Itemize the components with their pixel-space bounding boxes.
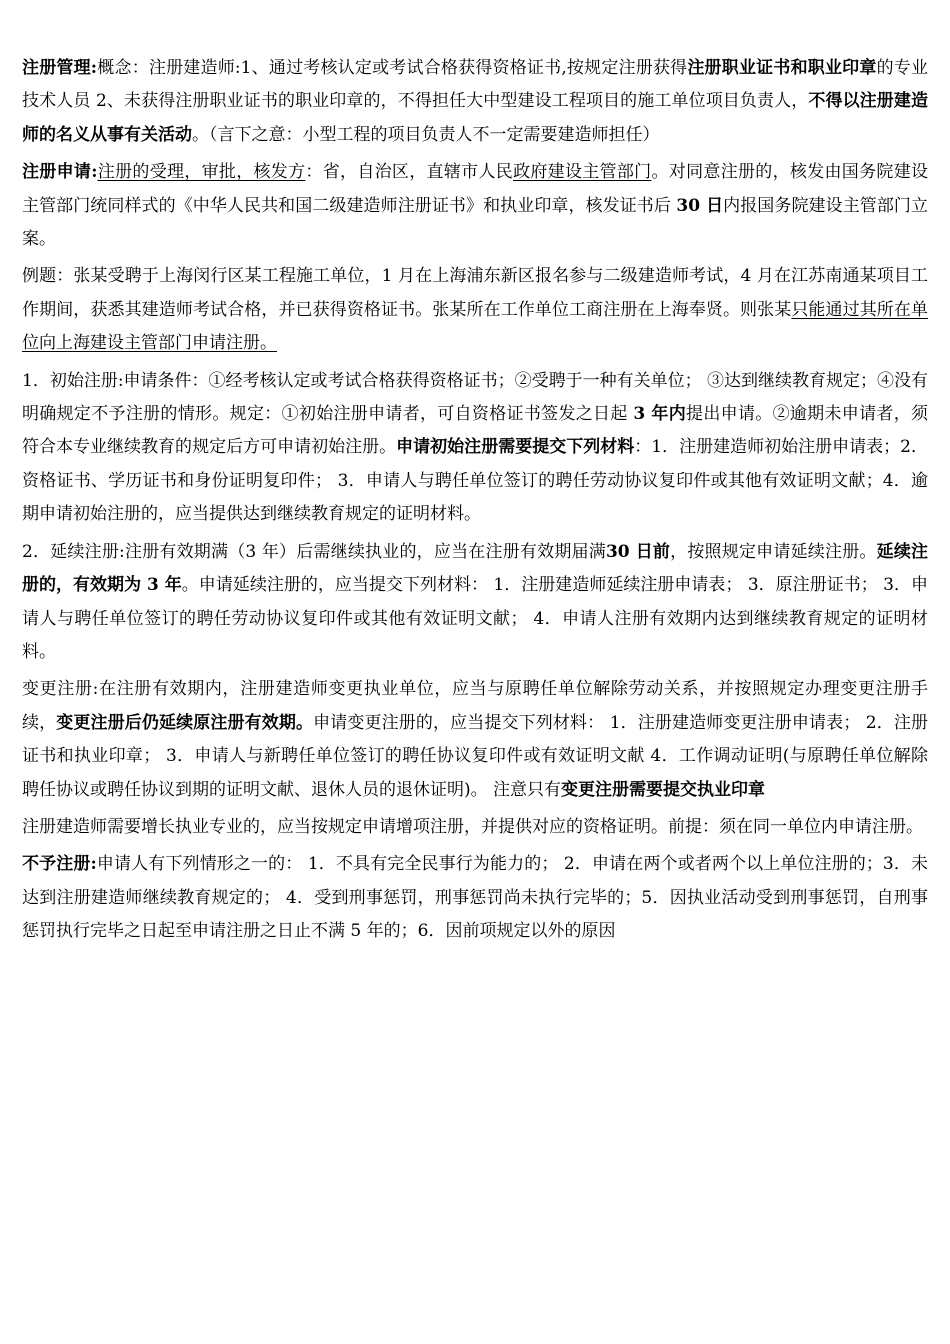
document-page [22, 52, 928, 953]
emphasis-run: 延续注册的，有效期为 3 年 [22, 541, 929, 596]
text-run: 概念：注册建造师:1、通过考核认定或考试合格获得资格证书,按规定注册获得 [97, 58, 688, 78]
text-run: ：省，自治区，直辖市人民 [305, 162, 514, 183]
emphasis-run: 30 日前 [605, 541, 671, 562]
text-run: ，按照规定申请延续注册。 [670, 541, 877, 562]
paragraph-registration-refusal [22, 848, 928, 948]
text-run: 提出申请。②逾期未申请者，须符合本专业继续教育的规定后方可申请初始注册。 [22, 404, 929, 458]
text-run: ：1．注册建造师初始注册申请表；2．资格证书、学历证书和身份证明复印件； 3．申请人与聘任单位签订的聘任劳动协议复印件或其他有效证明文献；4．逾期申请初始注册的，应当提供达到继续教育规定的证明材料。 [22, 437, 929, 525]
emphasis-run: 不得以注册建造师的名义从事有关活动 [22, 91, 929, 145]
paragraph-initial-registration [22, 365, 928, 532]
paragraph-change-registration [22, 673, 928, 807]
paragraph-example [22, 260, 928, 360]
paragraph-renewal-registration [22, 536, 928, 670]
text-run: 申请人有下列情形之一的： 1．不具有完全民事行为能力的； 2．申请在两个或者两个以上单位注册的；3．未达到注册建造师继续教育规定的； 4．受到刑事惩罚，刑事惩罚尚未执行完毕的；5．因执业活动受到刑事惩罚，自刑事惩罚执行完毕之日起至申请注册之日止不满 5 年的；6．因前项规定以外的原因 [22, 854, 928, 942]
text-run: 。（言下之意：小型工程的项目负责人不一定需要建造师担任） [192, 124, 660, 145]
emphasis-run: 变更注册后仍延续原注册有效期。 [56, 712, 314, 733]
paragraph-additional-registration [22, 811, 928, 844]
heading-registration-application: 注册申请: [22, 162, 98, 183]
text-run: 1．初始注册:申请条件：①经考核认定或考试合格获得资格证书；②受聘于一种有关单位； ③达到继续教育规定；④没有明确规定不予注册的情形。规定：①初始注册申请者，可自资格证书签发之日起 [22, 370, 928, 425]
emphasis-run: 申请初始注册需要提交下列材料 [396, 437, 635, 458]
emphasis-run: 变更注册需要提交执业印章 [561, 779, 766, 800]
underlined-run: 只能通过其所在单位向上海建设主管部门申请注册。 [22, 299, 929, 354]
emphasis-run: 注册职业证书和职业印章 [687, 58, 877, 78]
underlined-run: 注册的受理，审批，核发方 [97, 162, 306, 183]
text-run: 例题：张某受聘于上海闵行区某工程施工单位，1 月在上海浦东新区报名参与二级建造师考试，4 月在江苏南通某项目工作期间，获悉其建造师考试合格，并已获得资格证书。张某所在工作单位工商注册在上海奉贤。则张某 [22, 266, 928, 320]
text-run: 的专业技术人员 2、未获得注册职业证书的职业印章的，不得担任大中型建设工程项目的施工单位项目负责人， [22, 58, 928, 112]
text-run: 申请变更注册的，应当提交下列材料： 1．注册建造师变更注册申请表； 2．注册证书和执业印章； 3．申请人与新聘任单位签订的聘任协议复印件或有效证明文献 4．工作调动证明(与原聘任单位解除聘任协议或聘任协议到期的证明文献、退休人员的退休证明)。 注意只有 [22, 712, 928, 800]
text-run: 2．延续注册:注册有效期满（3 年）后需继续执业的，应当在注册有效期届满 [22, 541, 606, 562]
heading-registration-refusal: 不予注册: [22, 854, 97, 875]
text-run: 内报国务院建设主管部门立案。 [22, 195, 929, 250]
emphasis-run: 30 日 [676, 195, 724, 216]
text-run: 变更注册:在注册有效期内，注册建造师变更执业单位，应当与原聘任单位解除劳动关系，并按照规定办理变更注册手续， [22, 679, 928, 733]
emphasis-run: 3 年内 [633, 404, 687, 425]
heading-registration-management: 注册管理: [22, 58, 98, 78]
paragraph-registration-application [22, 156, 928, 256]
text-run: 。对同意注册的，核发由国务院建设主管部门统同样式的《中华人民共和国二级建造师注册证书》和执业印章，核发证书后 [22, 162, 929, 216]
text-run: 。申请延续注册的，应当提交下列材料： 1．注册建造师延续注册申请表； 3．原注册证书； 3．申请人与聘任单位签订的聘任劳动协议复印件或其他有效证明文献； 4．申请人注册有效期内达到继续教育规定的证明材料。 [22, 575, 928, 662]
underlined-run: 政府建设主管部门 [513, 162, 652, 183]
paragraph-registration-management [22, 52, 928, 152]
text-run: 注册建造师需要增长执业专业的，应当按规定申请增项注册，并提供对应的资格证明。前提：须在同一单位内申请注册。 [22, 816, 923, 837]
